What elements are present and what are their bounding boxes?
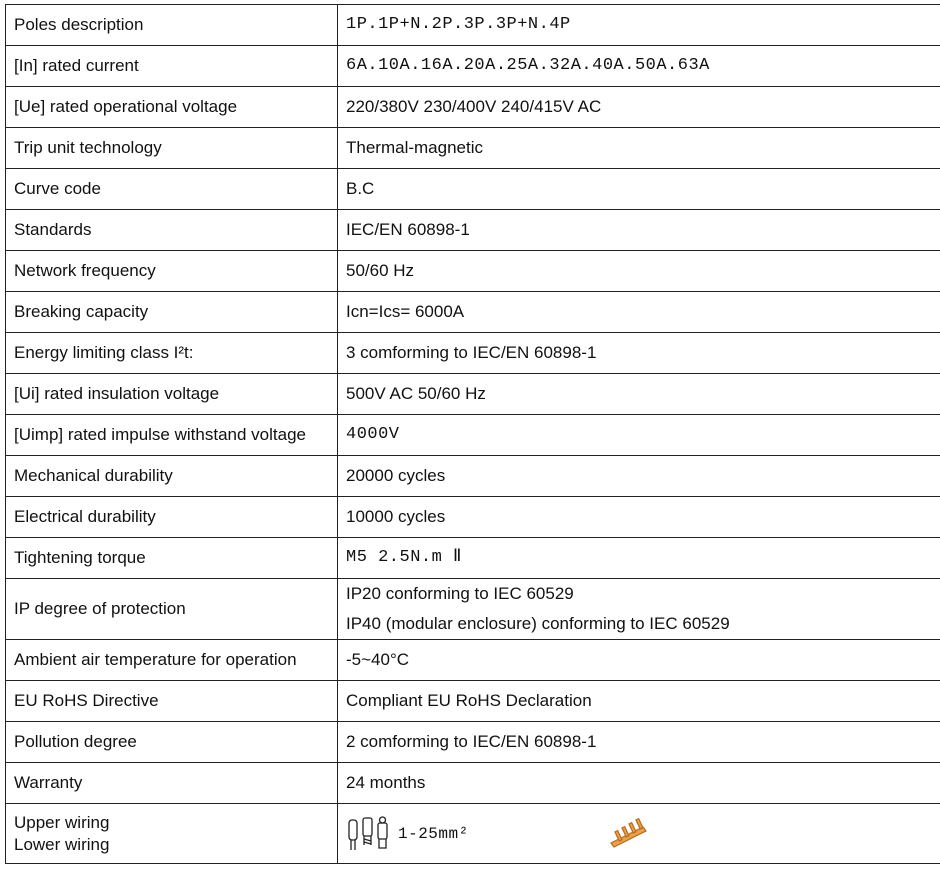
table-row xyxy=(6,804,940,864)
table-row xyxy=(6,374,940,415)
row-value xyxy=(338,579,940,640)
row-value: 220/380V 230/400V 240/415V AC xyxy=(338,87,940,128)
table-row xyxy=(6,333,940,374)
row-label: Standards xyxy=(6,210,338,251)
row-value: 50/60 Hz xyxy=(338,251,940,292)
row-label: Ambient air temperature for operation xyxy=(6,640,338,681)
specification-table xyxy=(5,4,940,864)
busbar-icon xyxy=(609,813,649,854)
row-value: 4000V xyxy=(338,415,940,456)
row-label: Energy limiting class I²t: xyxy=(6,333,338,374)
table-row xyxy=(6,579,940,640)
row-label: [Ue] rated operational voltage xyxy=(6,87,338,128)
table-row xyxy=(6,292,940,333)
table-row xyxy=(6,456,940,497)
row-label: Electrical durability xyxy=(6,497,338,538)
table-row xyxy=(6,722,940,763)
row-label: Tightening torque xyxy=(6,538,338,579)
table-row xyxy=(6,415,940,456)
row-label: EU RoHS Directive xyxy=(6,681,338,722)
table-row xyxy=(6,46,940,87)
row-value: 2 comforming to IEC/EN 60898-1 xyxy=(338,722,940,763)
row-label: Curve code xyxy=(6,169,338,210)
table-row xyxy=(6,128,940,169)
wiring-label-lower: Lower wiring xyxy=(14,834,110,854)
wire-section-value: 1-25mm² xyxy=(398,824,469,843)
table-row xyxy=(6,681,940,722)
row-label: Pollution degree xyxy=(6,722,338,763)
row-label: Poles description xyxy=(6,5,338,46)
row-value: Icn=Ics= 6000A xyxy=(338,292,940,333)
row-value: -5~40°C xyxy=(338,640,940,681)
row-value: 20000 cycles xyxy=(338,456,940,497)
row-label: Warranty xyxy=(6,763,338,804)
row-label: Mechanical durability xyxy=(6,456,338,497)
wiring-label-upper: Upper wiring xyxy=(14,812,110,832)
row-label: Trip unit technology xyxy=(6,128,338,169)
row-value: 6A.10A.16A.20A.25A.32A.40A.50A.63A xyxy=(338,46,940,87)
row-label xyxy=(6,804,338,864)
row-value: IEC/EN 60898-1 xyxy=(338,210,940,251)
table-row xyxy=(6,210,940,251)
row-label: IP degree of protection xyxy=(6,579,338,640)
table-row xyxy=(6,538,940,579)
row-label: Network frequency xyxy=(6,251,338,292)
row-value: 10000 cycles xyxy=(338,497,940,538)
value-line: IP20 conforming to IEC 60529 xyxy=(346,584,574,603)
table-row xyxy=(6,87,940,128)
table-row xyxy=(6,251,940,292)
table-row xyxy=(6,497,940,538)
row-label: [Ui] rated insulation voltage xyxy=(6,374,338,415)
table-row xyxy=(6,169,940,210)
table-row xyxy=(6,5,940,46)
row-value: B.C xyxy=(338,169,940,210)
row-label: Breaking capacity xyxy=(6,292,338,333)
row-value: M5 2.5N.m Ⅱ xyxy=(338,538,940,579)
row-label: [Uimp] rated impulse withstand voltage xyxy=(6,415,338,456)
row-value: 24 months xyxy=(338,763,940,804)
row-value: 500V AC 50/60 Hz xyxy=(338,374,940,415)
terminal-lug-icon xyxy=(346,815,392,853)
row-value: Thermal-magnetic xyxy=(338,128,940,169)
row-value: 3 comforming to IEC/EN 60898-1 xyxy=(338,333,940,374)
row-value xyxy=(338,804,940,864)
row-value: Compliant EU RoHS Declaration xyxy=(338,681,940,722)
row-value: 1P.1P+N.2P.3P.3P+N.4P xyxy=(338,5,940,46)
row-label: [In] rated current xyxy=(6,46,338,87)
table-row xyxy=(6,640,940,681)
value-line: IP40 (modular enclosure) conforming to IEC 60529 xyxy=(346,614,730,633)
table-row xyxy=(6,763,940,804)
